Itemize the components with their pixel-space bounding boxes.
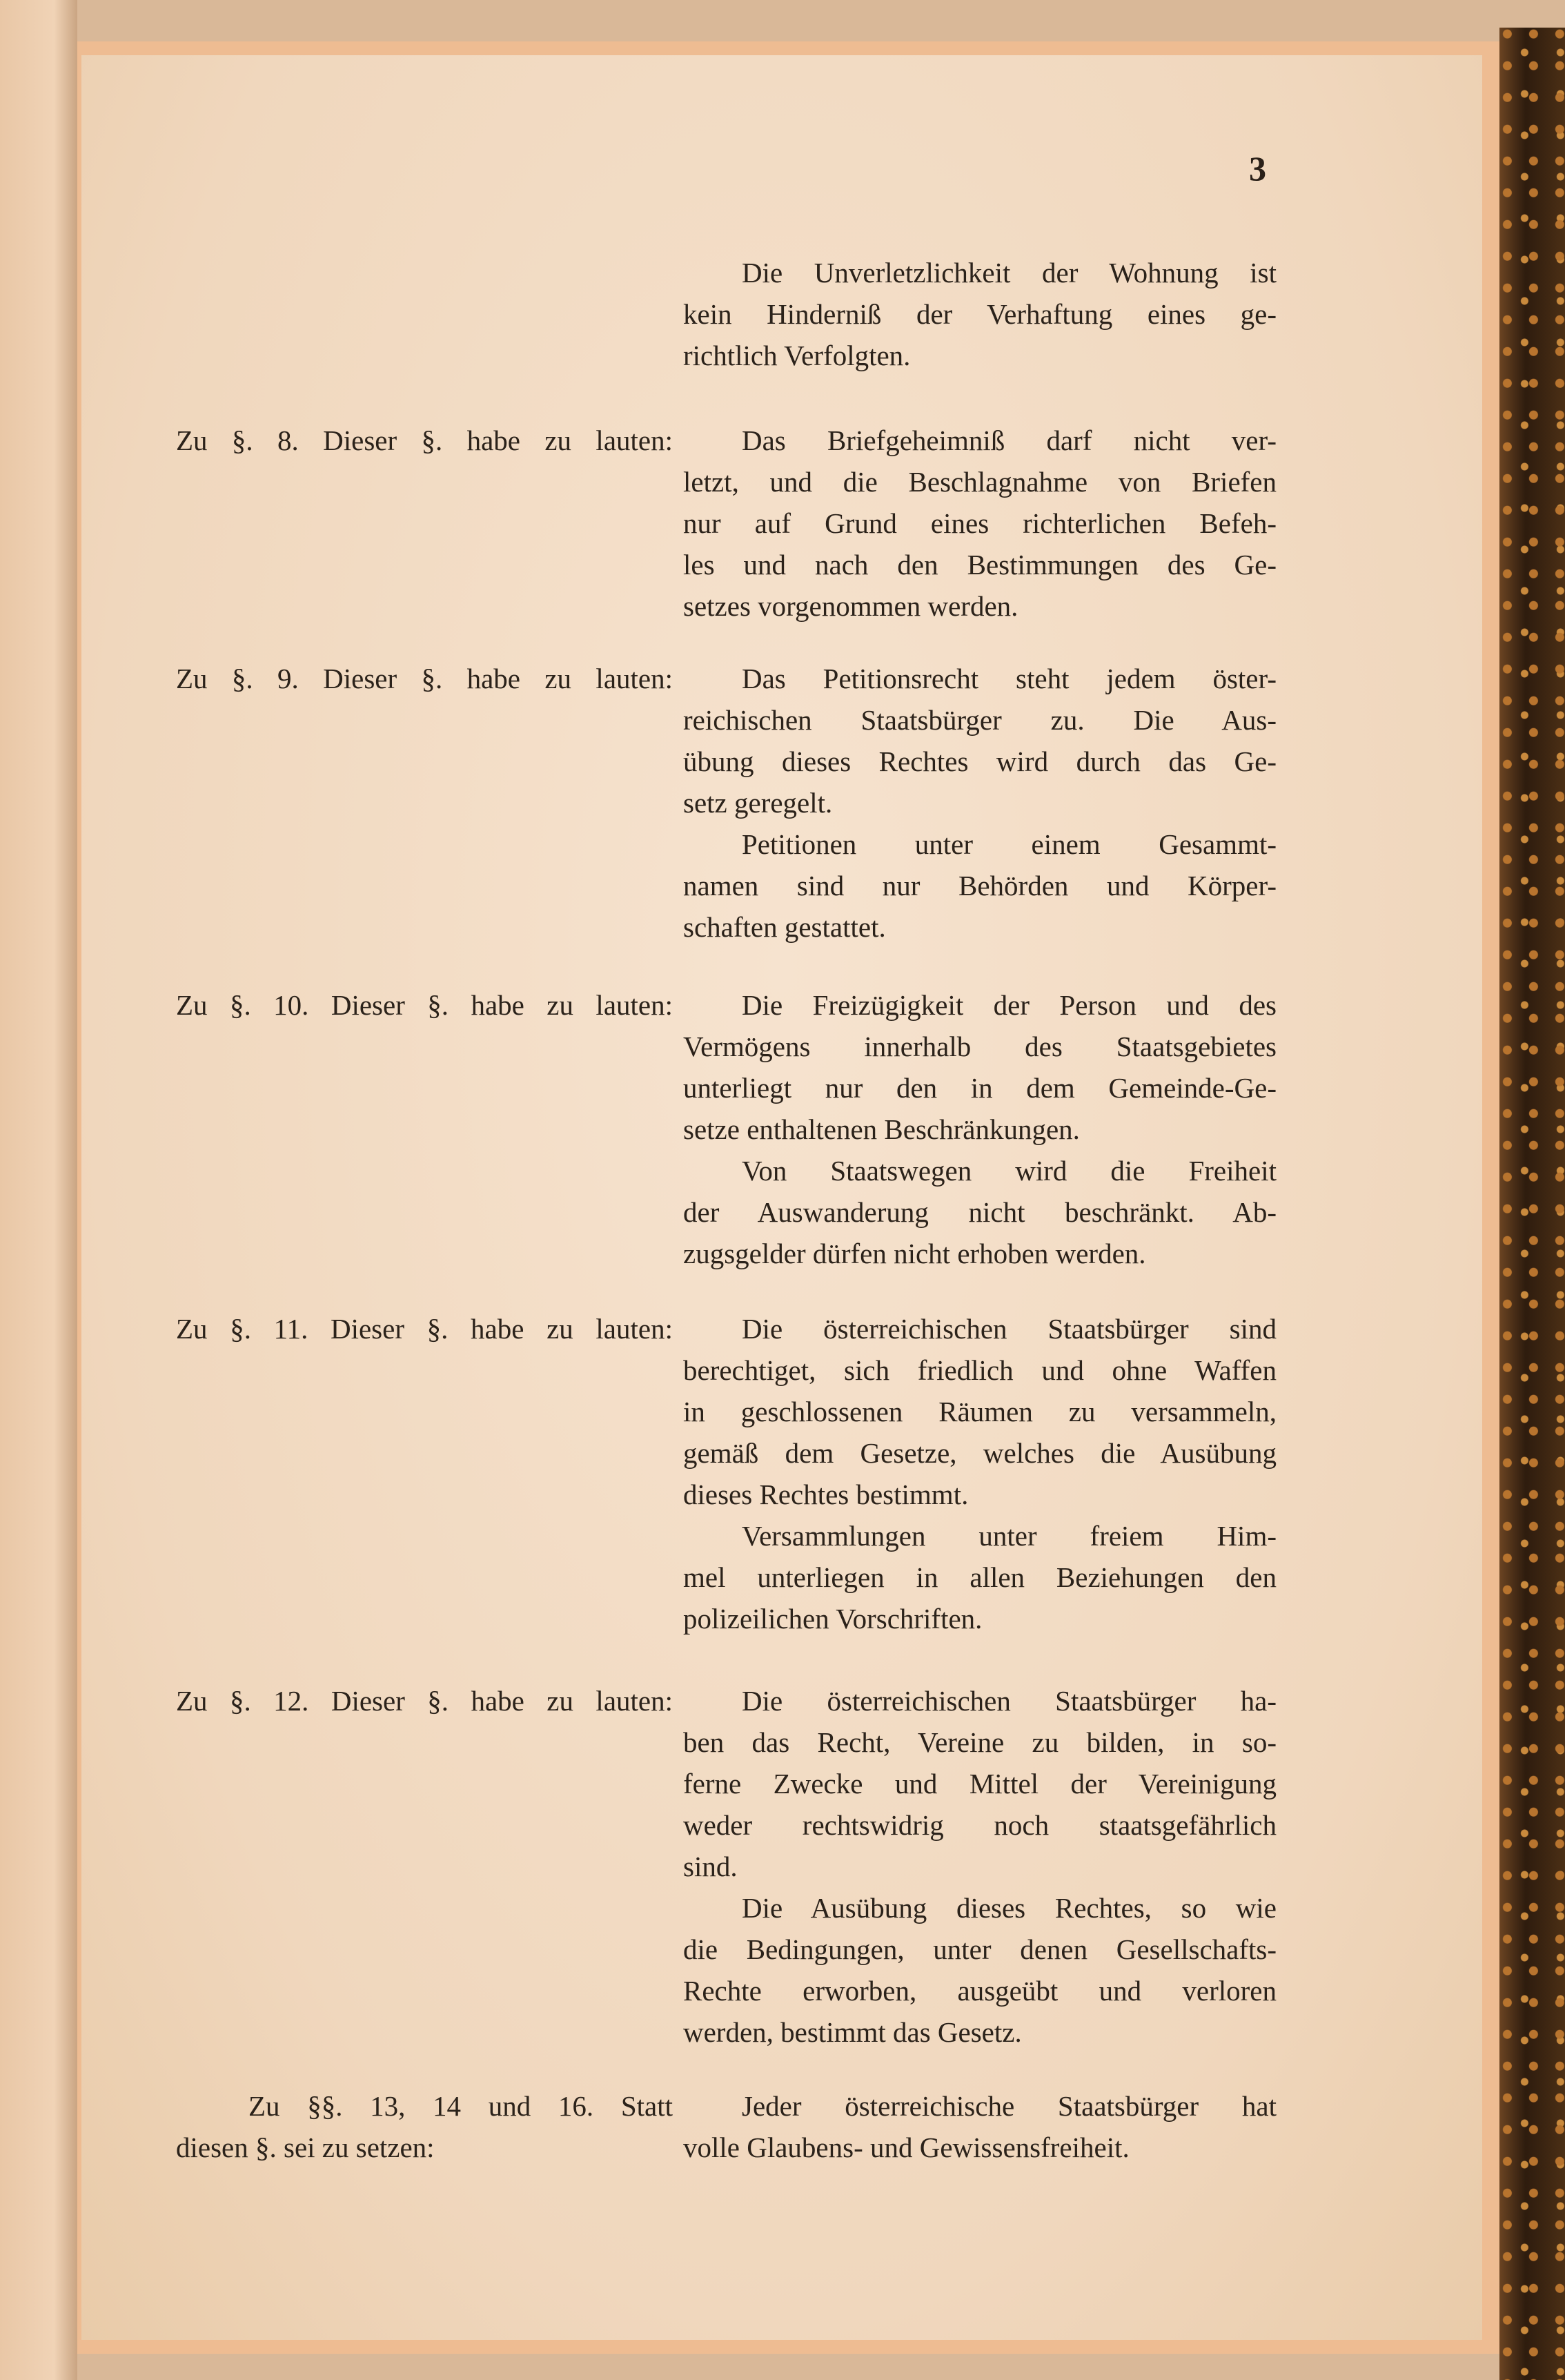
text-line: kein Hinderniß der Verhaftung eines ge- xyxy=(683,298,1277,330)
text-line: die Bedingungen, unter denen Gesellschafts- xyxy=(683,1933,1277,1965)
text-line: Die Unverletzlichkeit der Wohnung ist xyxy=(742,257,1277,289)
text-line: Das Briefgeheimniß darf nicht ver- xyxy=(742,425,1277,456)
text-line: mel unterliegen in allen Beziehungen den xyxy=(683,1561,1277,1593)
section-label xyxy=(176,984,673,1026)
label-line: Zu §. 11. Dieser §. habe zu lauten: xyxy=(176,1313,673,1345)
section-label xyxy=(176,420,673,461)
section-label xyxy=(176,1308,673,1349)
text-line: gemäß dem Gesetze, welches die Ausübung xyxy=(683,1437,1277,1469)
page-number: 3 xyxy=(1249,149,1266,188)
text-line: richtlich Verfolgten. xyxy=(683,340,911,371)
text-line: in geschlossenen Räumen zu versammeln, xyxy=(683,1396,1277,1427)
text-line: Das Petitionsrecht steht jedem öster- xyxy=(742,663,1277,694)
left-page-edge xyxy=(0,0,77,2380)
text-line: Die österreichischen Staatsbürger ha- xyxy=(742,1685,1277,1717)
text-line: Petitionen unter einem Gesammt- xyxy=(742,828,1277,860)
text-line: ben das Recht, Vereine zu bilden, in so- xyxy=(683,1726,1277,1758)
text-line: les und nach den Bestimmungen des Ge- xyxy=(683,549,1277,581)
text-line: Die Ausübung dieses Rechtes, so wie xyxy=(742,1892,1277,1924)
text-line: dieses Rechtes bestimmt. xyxy=(683,1479,969,1510)
text-line: setze enthaltenen Beschränkungen. xyxy=(683,1113,1080,1145)
paragraph xyxy=(683,420,1277,627)
text-line: ferne Zwecke und Mittel der Vereinigung xyxy=(683,1768,1277,1799)
label-line: diesen §. sei zu setzen: xyxy=(176,2132,435,2163)
section-text xyxy=(683,1308,1277,1639)
text-line: volle Glaubens- und Gewissensfreiheit. xyxy=(683,2132,1130,2163)
label-line: Zu §§. 13, 14 und 16. Statt xyxy=(248,2090,673,2122)
paragraph xyxy=(683,1887,1277,2053)
label-line: Zu §. 9. Dieser §. habe zu lauten: xyxy=(176,663,673,694)
section-text xyxy=(683,658,1277,948)
text-line: Vermögens innerhalb des Staatsgebietes xyxy=(683,1031,1277,1062)
text-line: berechtiget, sich friedlich und ohne Waffen xyxy=(683,1354,1277,1386)
text-line: reichischen Staatsbürger zu. Die Aus- xyxy=(683,704,1277,736)
paragraph xyxy=(683,823,1277,948)
text-line: setz geregelt. xyxy=(683,787,833,819)
text-line: weder rechtswidrig noch staatsgefährlich xyxy=(683,1809,1277,1841)
text-line: der Auswanderung nicht beschränkt. Ab- xyxy=(683,1196,1277,1228)
text-line: werden, bestimmt das Gesetz. xyxy=(683,2016,1022,2048)
section-label xyxy=(176,1680,673,1721)
section-label xyxy=(176,2085,673,2168)
text-line: Jeder österreichische Staatsbürger hat xyxy=(742,2090,1277,2122)
section-label xyxy=(176,658,673,699)
text-line: zugsgelder dürfen nicht erhoben werden. xyxy=(683,1238,1146,1269)
paragraph xyxy=(683,1308,1277,1515)
text-line: Versammlungen unter freiem Him- xyxy=(742,1520,1277,1552)
label-line: Zu §. 10. Dieser §. habe zu lauten: xyxy=(176,989,673,1021)
text-line: sind. xyxy=(683,1851,738,1882)
text-line: übung dieses Rechtes wird durch das Ge- xyxy=(683,745,1277,777)
section-text xyxy=(683,252,1277,376)
paragraph xyxy=(683,658,1277,823)
text-line: schaften gestattet. xyxy=(683,911,886,943)
text-line: namen sind nur Behörden und Körper- xyxy=(683,870,1277,901)
text-line: Rechte erworben, ausgeübt und verloren xyxy=(683,1975,1277,2007)
text-line: Die Freizügigkeit der Person und des xyxy=(742,989,1277,1021)
paragraph xyxy=(683,1680,1277,1887)
text-line: letzt, und die Beschlagnahme von Briefen xyxy=(683,466,1277,498)
text-line: Die österreichischen Staatsbürger sind xyxy=(742,1313,1277,1345)
text-line: setzes vorgenommen werden. xyxy=(683,590,1018,622)
label-line: Zu §. 8. Dieser §. habe zu lauten: xyxy=(176,425,673,456)
paragraph xyxy=(683,1515,1277,1639)
text-line: unterliegt nur den in dem Gemeinde-Ge- xyxy=(683,1072,1277,1104)
section-text xyxy=(683,420,1277,627)
section-text xyxy=(683,984,1277,1274)
label-line: Zu §. 12. Dieser §. habe zu lauten: xyxy=(176,1685,673,1717)
paragraph xyxy=(683,252,1277,376)
text-line: nur auf Grund eines richterlichen Befeh- xyxy=(683,507,1277,539)
paragraph xyxy=(683,1150,1277,1274)
paragraph xyxy=(683,2085,1277,2168)
text-line: Von Staatswegen wird die Freiheit xyxy=(742,1155,1277,1187)
marbled-book-cover xyxy=(1499,28,1565,2380)
paragraph xyxy=(683,984,1277,1150)
section-text xyxy=(683,1680,1277,2053)
text-line: polizeilichen Vorschriften. xyxy=(683,1603,983,1635)
section-text xyxy=(683,2085,1277,2168)
